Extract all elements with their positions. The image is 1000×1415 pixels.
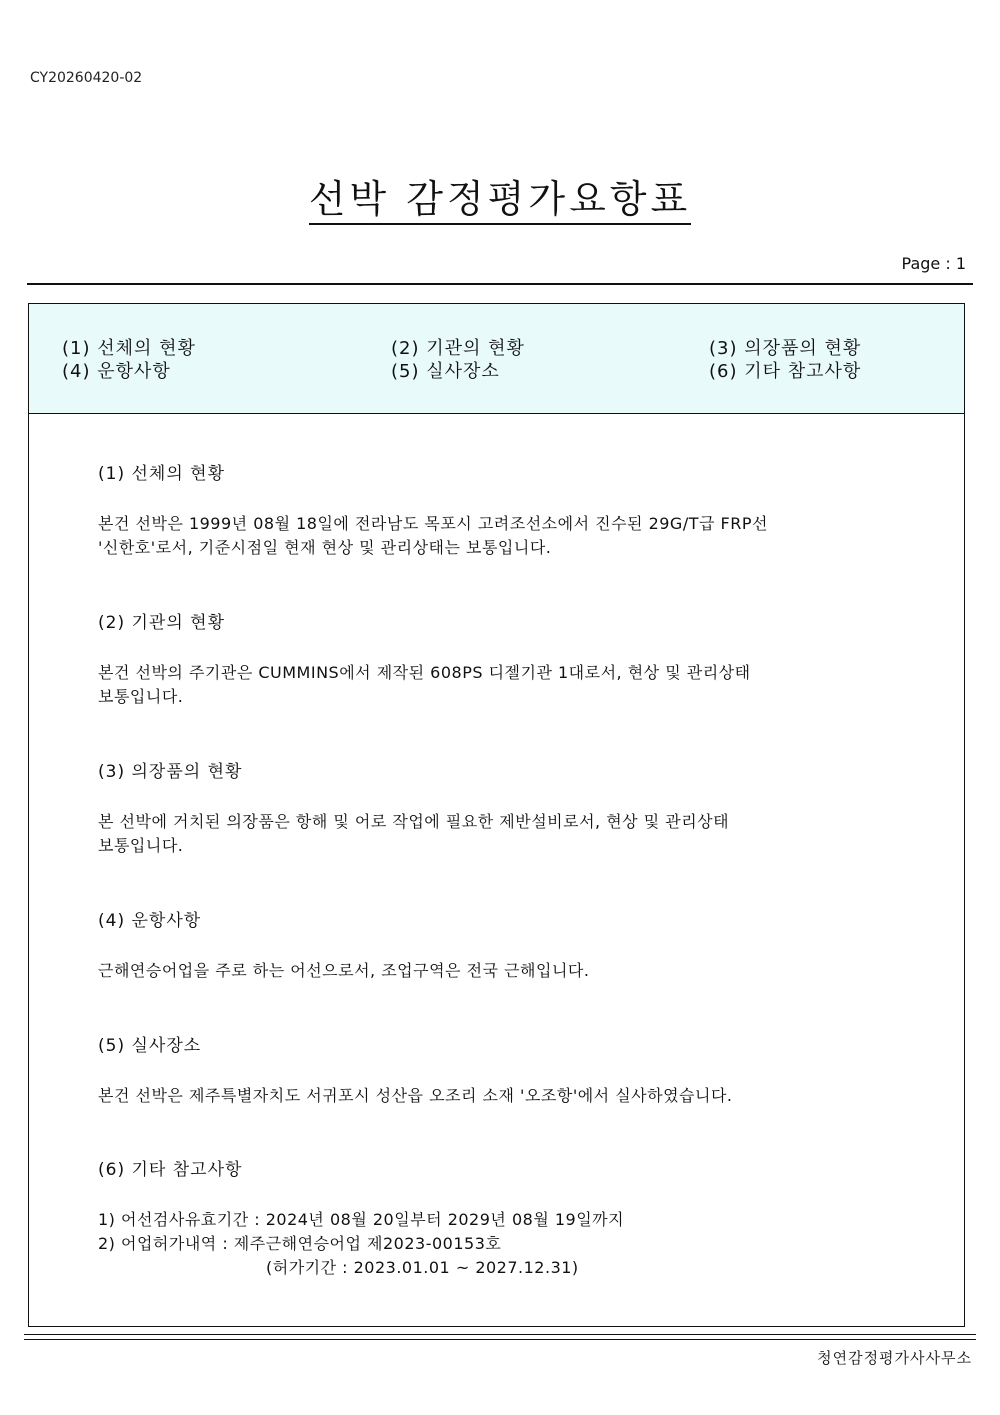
section-heading: (2) 기관의 현황 [98,613,225,633]
section-engine [98,611,918,709]
toc-item-operation: (4) 운항사항 [62,361,171,382]
section-operation [98,909,918,983]
document-code: CY20260420-02 [30,70,143,86]
notes-list [98,1208,918,1280]
section-heading: (6) 기타 참고사항 [98,1160,243,1180]
page-title [0,168,1000,223]
toc-item-hull: (1) 선체의 현황 [62,338,196,359]
content-frame [28,303,965,1327]
header-divider [27,283,973,285]
page-title-text: 선박 감정평가요항표 [309,177,691,225]
section-body: 본건 선박의 주기관은 CUMMINS에서 제작된 608PS 디젤기관 1대로서, 현상 및 관리상태 보통입니다. [98,663,751,706]
page-number: Page : 1 [901,254,966,273]
section-body: 본건 선박은 1999년 08월 18일에 전라남도 목포시 고려조선소에서 진수된 29G/T급 FRP선 '신한호'로서, 기준시점일 현재 현상 및 관리상태는 보통입니다. [98,514,768,557]
toc-item-engine: (2) 기관의 현황 [391,338,525,359]
section-body: 근해연승어업을 주로 하는 어선으로서, 조업구역은 전국 근해입니다. [98,961,590,980]
note-line-license-period: (허가기간 : 2023.01.01 ~ 2027.12.31) [266,1258,579,1277]
section-inspection-site [98,1034,918,1108]
toc-item-other-notes: (6) 기타 참고사항 [709,361,862,382]
section-equipment [98,760,918,858]
footer-divider-second [24,1339,976,1340]
note-line-inspection-validity: 1) 어선검사유효기간 : 2024년 08월 20일부터 2029년 08월 19일까지 [98,1210,625,1229]
section-other-notes [98,1158,918,1280]
footer-divider [24,1334,976,1335]
section-hull [98,462,918,560]
office-name: 청연감정평가사사무소 [817,1349,972,1367]
section-heading: (5) 실사장소 [98,1036,202,1056]
section-heading: (1) 선체의 현황 [98,464,225,484]
section-body: 본 선박에 거치된 의장품은 항해 및 어로 작업에 필요한 제반설비로서, 현상 및 관리상태 보통입니다. [98,812,730,855]
note-line-fishing-license: 2) 어업허가내역 : 제주근해연승어업 제2023-00153호 [98,1234,502,1253]
section-body: 본건 선박은 제주특별자치도 서귀포시 성산읍 오조리 소재 '오조항'에서 실사하였습니다. [98,1086,733,1105]
table-of-contents [29,304,964,414]
section-heading: (3) 의장품의 현황 [98,762,243,782]
toc-item-equipment: (3) 의장품의 현황 [709,338,862,359]
toc-item-inspection-site: (5) 실사장소 [391,361,500,382]
section-heading: (4) 운항사항 [98,911,202,931]
